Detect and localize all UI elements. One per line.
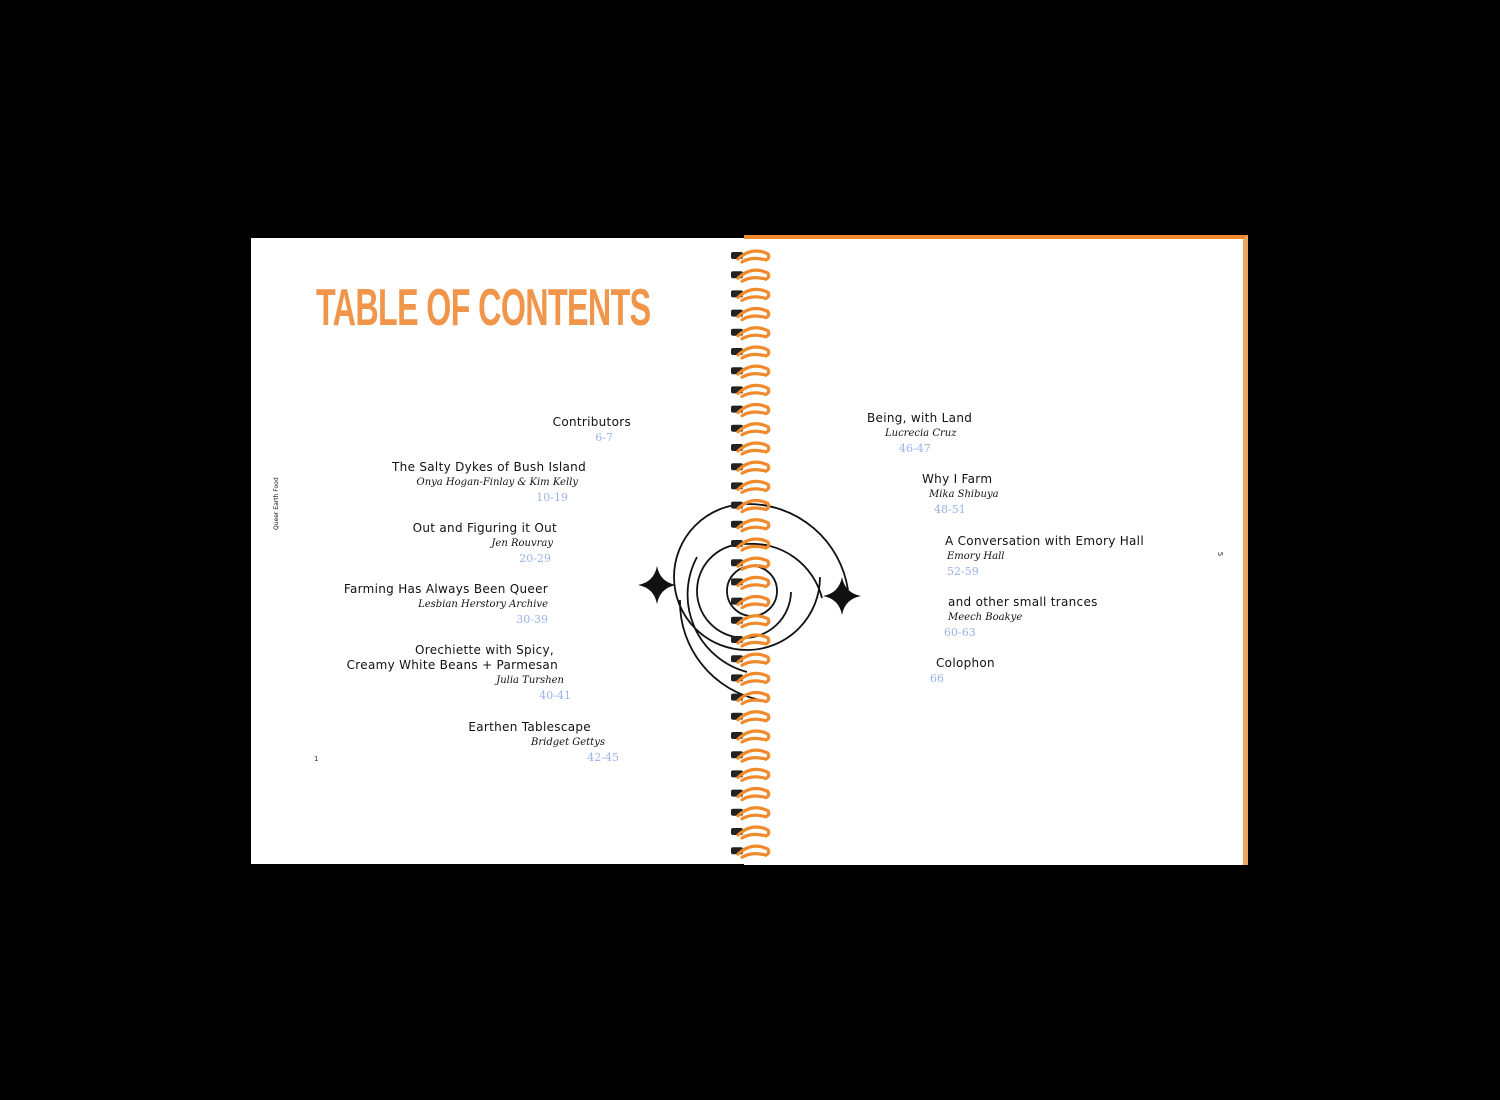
entry-author: Mika Shibuya: [929, 489, 999, 500]
page-title: TABLE OF CONTENTS: [316, 279, 651, 337]
entry-pages: 30-39: [516, 613, 548, 626]
binding-coil: [738, 366, 769, 377]
binding-coil: [738, 616, 769, 627]
binding-coil: [738, 481, 769, 492]
entry-pages: 40-41: [539, 689, 571, 702]
entry-title-line2: Creamy White Beans + Parmesan: [346, 658, 558, 672]
entry-author: Bridget Gettys: [531, 737, 605, 748]
binding-coil: [738, 789, 769, 800]
entry-author: Onya Hogan-Finlay & Kim Kelly: [416, 477, 578, 488]
binding-coil: [738, 577, 769, 588]
entry-title: and other small trances: [948, 595, 1098, 609]
entry-title: The Salty Dykes of Bush Island: [392, 460, 586, 474]
sparkle-right-icon: [823, 577, 861, 615]
spiral-rings-icon: [674, 504, 848, 700]
binding-coil: [738, 846, 769, 857]
binding-coil: [738, 462, 769, 473]
binding-coil: [738, 731, 769, 742]
binding-coil: [738, 654, 769, 665]
binding-coil: [738, 385, 769, 396]
entry-pages: 20-29: [519, 552, 551, 565]
binding-coil: [738, 309, 769, 320]
binding-coil: [738, 558, 769, 569]
binding-coil: [738, 347, 769, 358]
entry-author: Emory Hall: [947, 551, 1005, 562]
entry-title: Contributors: [552, 415, 631, 429]
binding-coil: [738, 635, 769, 646]
binding-coil: [738, 443, 769, 454]
entry-title-line1: Orechiette with Spicy,: [415, 643, 554, 657]
binding-coil: [738, 712, 769, 723]
entry-pages: 48-51: [934, 503, 966, 516]
binding-coil: [738, 673, 769, 684]
binding-coil: [738, 424, 769, 435]
entry-pages: 60-63: [944, 626, 976, 639]
entry-author: Jen Rouvray: [491, 538, 553, 549]
binding-coil: [738, 769, 769, 780]
entry-pages: 42-45: [587, 751, 619, 764]
left-page-number: 1: [314, 755, 319, 763]
entry-title: Being, with Land: [867, 411, 973, 425]
entry-author: Lucrecia Cruz: [885, 428, 957, 439]
entry-author: Meech Boakye: [948, 612, 1023, 623]
binding-coil: [738, 405, 769, 416]
running-head: Queer Earth Food: [273, 477, 280, 530]
entry-title: Farming Has Always Been Queer: [343, 582, 548, 596]
sparkle-left-icon: [638, 566, 676, 604]
binding-coil: [738, 328, 769, 339]
entry-pages: 52-59: [947, 565, 979, 578]
right-page-number: 5: [1216, 551, 1225, 557]
binding-coil: [738, 597, 769, 608]
binding-coil: [738, 251, 769, 262]
binding-coil: [738, 501, 769, 512]
entry-pages: 66: [930, 672, 944, 685]
entry-title: A Conversation with Emory Hall: [945, 534, 1144, 548]
binding-coil: [738, 750, 769, 761]
entry-title: Why I Farm: [922, 472, 993, 486]
entry-pages: 6-7: [595, 431, 613, 444]
entry-pages: 46-47: [899, 442, 931, 455]
entry-title: Colophon: [936, 656, 995, 670]
binding-coil: [738, 520, 769, 531]
binding-coil: [738, 808, 769, 819]
entry-title: Out and Figuring it Out: [412, 521, 557, 535]
entry-pages: 10-19: [536, 491, 568, 504]
entry-title: Earthen Tablescape: [468, 720, 591, 734]
binding-coil: [738, 289, 769, 300]
binding-coil: [738, 270, 769, 281]
spiral-binding-icon: [731, 251, 769, 857]
entry-author: Lesbian Herstory Archive: [418, 599, 548, 610]
binding-coil: [738, 827, 769, 838]
entry-author: Julia Turshen: [496, 675, 564, 686]
